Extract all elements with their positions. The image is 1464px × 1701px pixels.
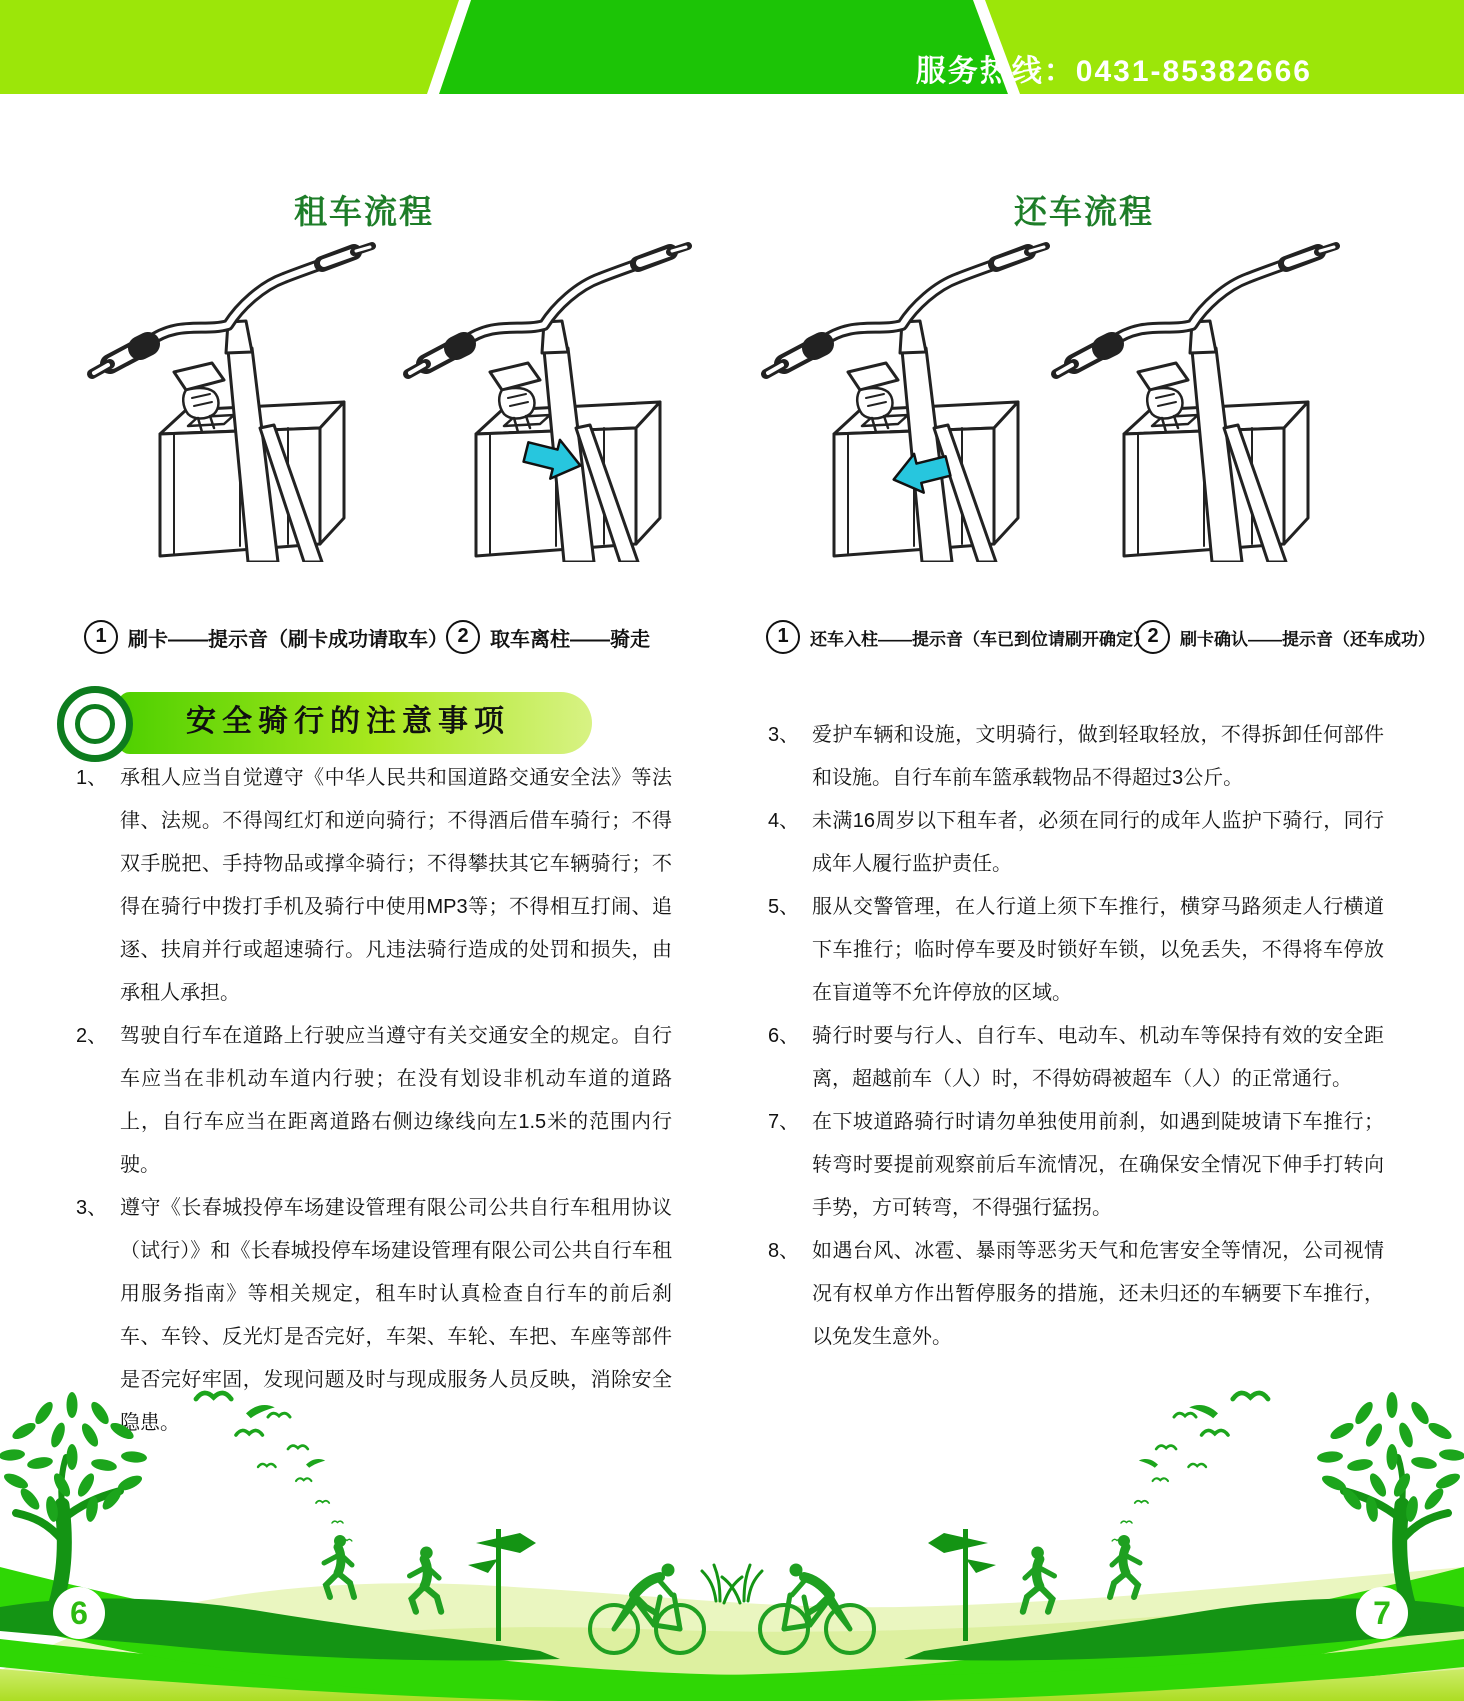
illustration-take-bike-arrow [398,222,698,562]
item-text: 驾驶自行车在道路上行驶应当遵守有关交通安全的规定。自行车应当在非机动车道内行驶；在没有划设非机动车道的道路上，自行车应当在距离道路右侧边缘线向左1.5米的范围内行驶。 [120,1025,672,1176]
landscape-footer [0,1371,1464,1701]
safety-item-1 [76,757,672,1015]
step-number-circle: 2 [1136,620,1170,654]
item-text: 在下坡道路骑行时请勿单独使用前刹，如遇到陡坡请下车推行；转弯时要提前观察前后车流情况，在确保安全情况下伸手打转向手势，方可转弯，不得强行猛拐。 [812,1111,1384,1219]
item-text: 遵守《长春城投停车场建设管理有限公司公共自行车租用协议（试行）》和《长春城投停车场建设管理有限公司公共自行车租用服务指南》等相关规定，租车时认真检查自行车的前后刹车、车铃、反光灯是否完好，车架、车轮、车把、车座等部件是否完好牢固，发现问题及时与现成服务人员反映，消除安全隐患。 [120,1197,672,1434]
illustration-return-bike-arrow [756,222,1056,562]
illustration-confirm-card [1046,222,1346,562]
item-text: 服从交警管理，在人行道上须下车推行，横穿马路须走人行横道下车推行；临时停车要及时锁好车锁，以免丢失，不得将车停放在盲道等不允许停放的区域。 [812,896,1384,1004]
step-number-circle: 1 [84,620,118,654]
step-number-circle: 1 [766,620,800,654]
item-number: 7、 [768,1111,800,1133]
item-text: 未满16周岁以下租车者，必须在同行的成年人监护下骑行，同行成年人履行监护责任。 [812,810,1384,875]
safety-item-r5 [768,886,1384,1015]
step-caption: 还车入柱——提示音（车已到位请刷开确定） [810,629,1150,649]
item-number: 1、 [76,767,108,789]
item-number: 4、 [768,810,800,832]
page-number-right: 7 [1356,1587,1408,1639]
step-caption: 取车离柱——骑走 [490,628,650,651]
item-text: 骑行时要与行人、自行车、电动车、机动车等保持有效的安全距离，超越前车（人）时，不得妨碍被超车（人）的正常通行。 [812,1025,1384,1090]
service-hotline: 服务热线：0431-85382666 [915,55,1312,88]
rent-step-2 [446,620,650,654]
item-number: 2、 [76,1025,108,1047]
item-number: 8、 [768,1240,800,1262]
safety-item-2 [76,1015,672,1187]
return-step-2 [1136,620,1435,654]
safety-item-r7 [768,1101,1384,1230]
concentric-rings-icon [57,686,133,762]
safety-item-r8 [768,1230,1384,1359]
item-text: 爱护车辆和设施，文明骑行，做到轻取轻放，不得拆卸任何部件和设施。自行车前车篮承载物品不得超过3公斤。 [812,724,1384,789]
rent-step-1 [84,620,448,654]
page-number-left: 6 [53,1587,105,1639]
item-number: 3、 [768,724,800,746]
inner-ring [75,704,115,744]
return-process-title: 还车流程 [1014,195,1154,231]
safety-item-r4 [768,800,1384,886]
illustration-swipe-card [82,222,382,562]
safety-left-column [76,757,672,1445]
return-step-1 [766,620,1150,654]
safety-right-column [768,714,1384,1359]
item-number: 3、 [76,1197,108,1219]
safety-section-banner [118,692,592,754]
safety-section-title: 安全骑行的注意事项 [186,705,510,738]
item-number: 5、 [768,896,800,918]
safety-item-r6 [768,1015,1384,1101]
item-number: 6、 [768,1025,800,1047]
step-caption: 刷卡确认——提示音（还车成功） [1180,629,1435,649]
item-text: 如遇台风、冰雹、暴雨等恶劣天气和危害安全等情况，公司视情况有权单方作出暂停服务的措施，还未归还的车辆要下车推行，以免发生意外。 [812,1240,1384,1348]
step-number-circle: 2 [446,620,480,654]
safety-item-r3 [768,714,1384,800]
item-text: 承租人应当自觉遵守《中华人民共和国道路交通安全法》等法律、法规。不得闯红灯和逆向骑行；不得酒后借车骑行；不得双手脱把、手持物品或撑伞骑行；不得攀扶其它车辆骑行；不得在骑行中拨打手机及骑行中使用MP3等；不得相互打闹、追逐、扶肩并行或超速骑行。凡违法骑行造成的处罚和损失，由承租人承担。 [120,767,672,1004]
step-caption: 刷卡——提示音（刷卡成功请取车） [128,628,448,651]
rent-process-title: 租车流程 [294,195,434,231]
